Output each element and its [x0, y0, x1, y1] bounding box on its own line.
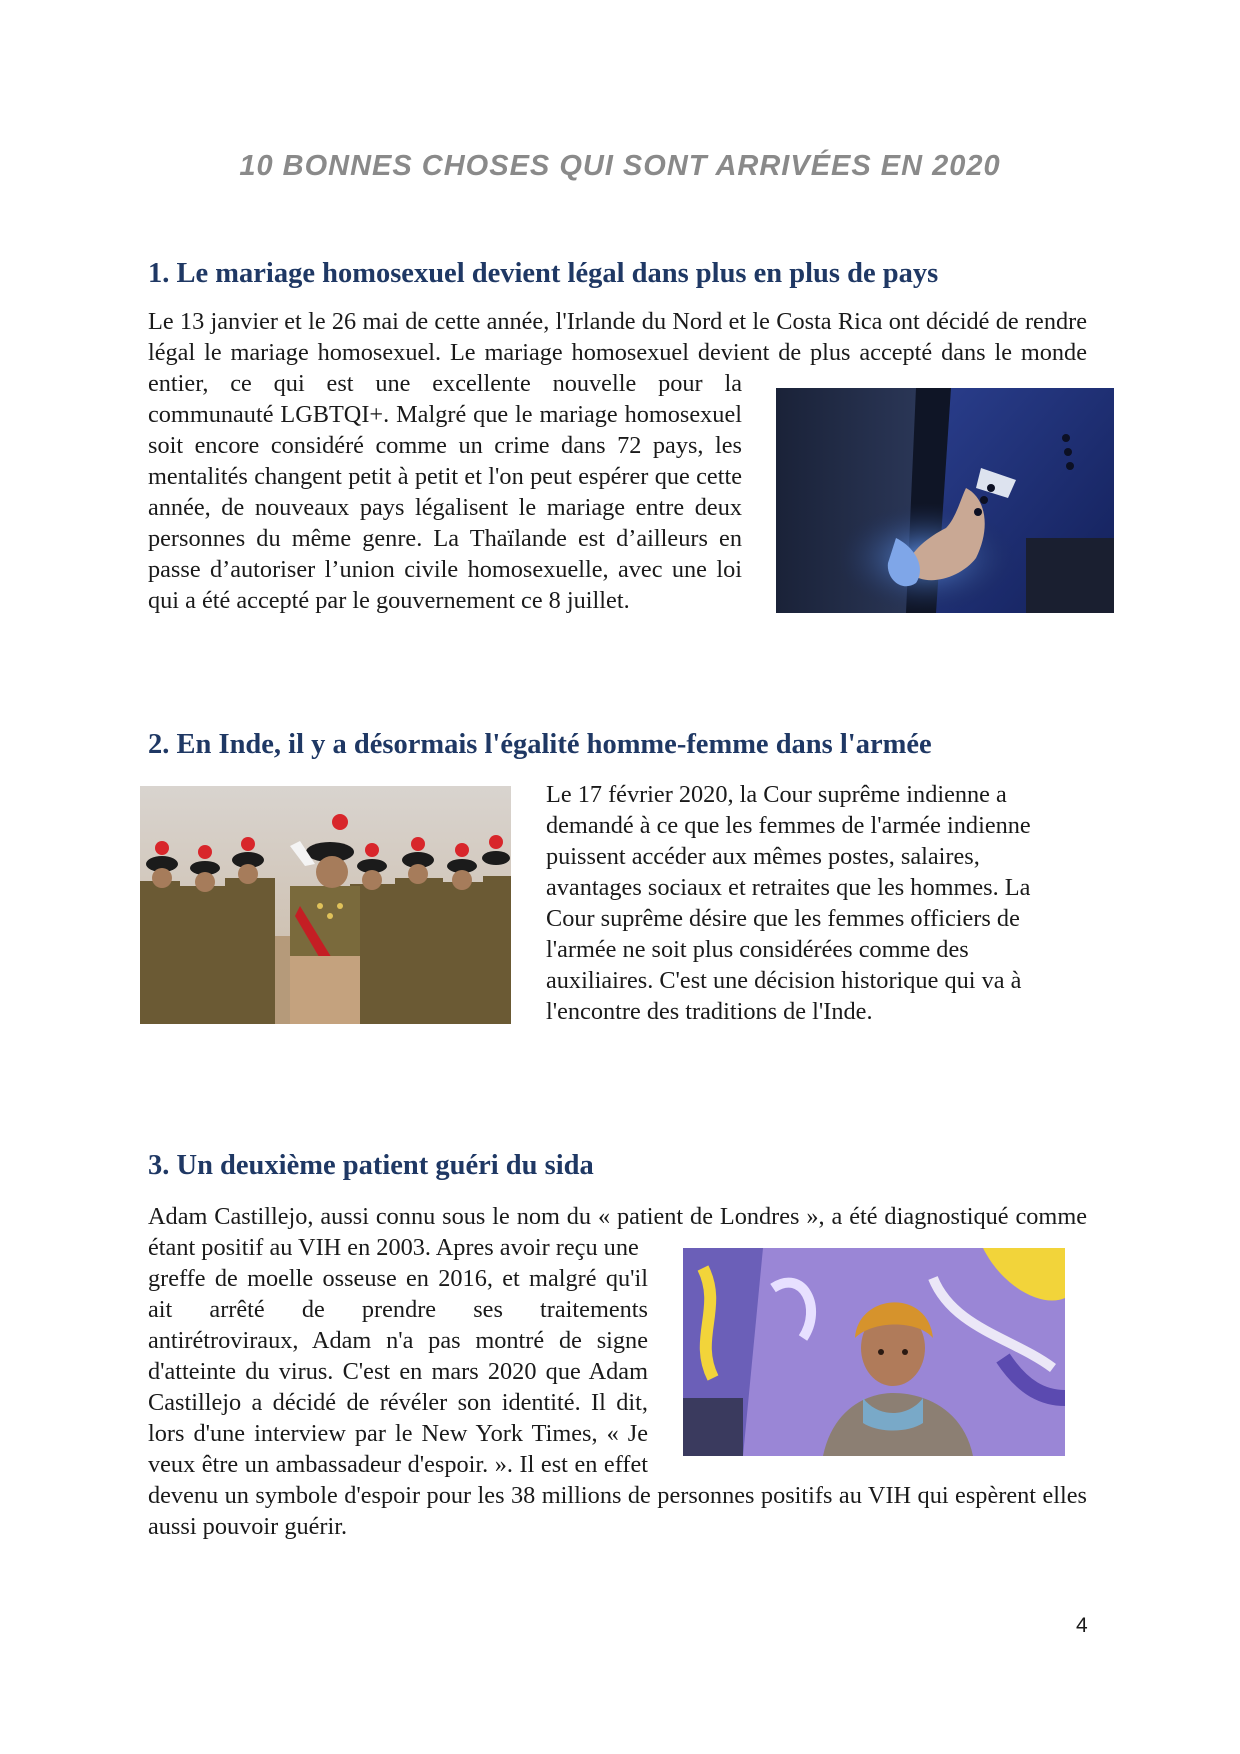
- text-line: qui a été accepté par le gouvernement ce 8 juillet.: [148, 587, 630, 614]
- text-line: mentalités changent petit à petit et l'on peut espérer que cette: [148, 463, 742, 490]
- text-line: antirétroviraux, Adam n'a pas montré de signe: [148, 1327, 648, 1354]
- text-line: Adam Castillejo, aussi connu sous le nom du « patient de Londres », a été diagnostiqué comme: [148, 1203, 1087, 1230]
- section-3-text-wrap: [148, 1232, 648, 1480]
- text-line: légal le mariage homosexuel. Le mariage homosexuel devient de plus accepté dans le monde: [148, 339, 1087, 366]
- text-line: l'armée ne soit plus considérées comme des: [546, 936, 969, 963]
- text-line: puissent accéder aux mêmes postes, salaires,: [546, 843, 980, 870]
- text-line: Le 13 janvier et le 26 mai de cette année, l'Irlande du Nord et le Costa Rica ont décidé de rendre: [148, 308, 1087, 335]
- text-line: étant positif au VIH en 2003. Apres avoir reçu une: [148, 1234, 639, 1261]
- section-2-heading: 2. En Inde, il y a désormais l'égalité homme-femme dans l'armée: [148, 729, 932, 760]
- text-line: devenu un symbole d'espoir pour les 38 millions de personnes positifs au VIH qui espèrent elles: [148, 1482, 1087, 1509]
- text-line: soit encore considéré comme un crime dans 72 pays, les: [148, 432, 742, 459]
- section-3-heading: 3. Un deuxième patient guéri du sida: [148, 1150, 594, 1181]
- adam-castillejo-photo: [683, 1248, 1065, 1456]
- text-line: l'encontre des traditions de l'Inde.: [546, 998, 873, 1025]
- text-line: personnes du même genre. La Thaïlande est d’ailleurs en: [148, 525, 742, 552]
- section-1-text-full: [148, 306, 1087, 368]
- text-line: passe d’autoriser l’union civile homosexuelle, avec une loi: [148, 556, 742, 583]
- text-line: année, de nouveaux pays légalisent le mariage entre deux: [148, 494, 742, 521]
- text-line: communauté LGBTQI+. Malgré que le mariage homosexuel: [148, 401, 742, 428]
- section-3-text-bottom: [148, 1480, 1087, 1542]
- text-line: avantages sociaux et retraites que les hommes. La: [546, 874, 1031, 901]
- page-title: 10 BONNES CHOSES QUI SONT ARRIVÉES EN 2020: [239, 150, 1001, 182]
- text-line: demandé à ce que les femmes de l'armée indienne: [546, 812, 1031, 839]
- indian-army-women-photo: [140, 786, 511, 1024]
- text-line: veux être un ambassadeur d'espoir. ». Il est en effet: [148, 1451, 648, 1478]
- text-line: aussi pouvoir guérir.: [148, 1513, 348, 1540]
- text-line: auxiliaires. C'est une décision historique qui va à: [546, 967, 1022, 994]
- section-1-text-wrap: [148, 368, 742, 616]
- text-line: d'atteinte du virus. C'est en mars 2020 que Adam: [148, 1358, 648, 1385]
- section-2-text: [546, 779, 1046, 1027]
- text-line: lors d'une interview par le New York Times, « Je: [148, 1420, 648, 1447]
- text-line: Castillejo a décidé de révéler son identité. Il dit,: [148, 1389, 648, 1416]
- text-line: greffe de moelle osseuse en 2016, et malgré qu'il: [148, 1265, 648, 1292]
- holding-hands-photo: [776, 388, 1114, 613]
- page-number: 4: [1076, 1614, 1088, 1637]
- text-line: Le 17 février 2020, la Cour suprême indienne a: [546, 781, 1007, 808]
- section-1-heading: 1. Le mariage homosexuel devient légal dans plus en plus de pays: [148, 258, 939, 289]
- text-line: ait arrêté de prendre ses traitements: [148, 1296, 648, 1323]
- text-line: entier, ce qui est une excellente nouvelle pour la: [148, 370, 742, 397]
- text-line: Cour suprême désire que les femmes officiers de: [546, 905, 1020, 932]
- section-3-text-top: [148, 1201, 1087, 1232]
